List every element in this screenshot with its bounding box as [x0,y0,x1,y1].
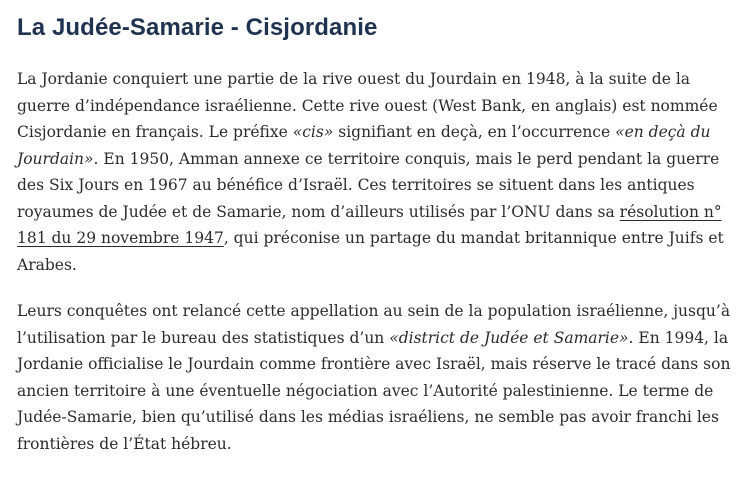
emphasis-district: «district de Judée et Samarie» [389,328,629,347]
paragraph-1-text-1: La Jordanie conquiert une partie de la rive ouest du Jourdain en 1948, à la suite de la guerre d’indépendance israélienne. Cette rive ouest (West Bank, en anglais) est nommée Cisjordanie en français. Le préfixe [17,70,718,141]
emphasis-en-deca: «en deçà du Jourdain» [17,123,711,168]
paragraph-2-text-2: . En 1994, la Jordanie officialise le Jourdain comme frontière avec Israël, mais réserve le tracé dans son ancien territoire à une éventuelle négociation avec l’Autorité palestinienne. Le terme de Judée-Samarie, bien qu’utilisé dans les médias israéliens, ne semble pas avoir franchi les frontières de l’État hébreu. [17,328,731,453]
paragraph-2 [17,298,739,457]
paragraph-1-text-2: signifiant en deçà, en l’occurrence [333,123,616,141]
paragraph-1-text-3: . En 1950, Amman annexe ce territoire conquis, mais le perd pendant la guerre des Six Jours en 1967 au bénéfice d’Israël. Ces territoires se situent dans les antiques royaumes de Judée et de Samarie, nom d’ailleurs utilisés par l’ONU dans sa [17,149,720,221]
article [17,12,739,477]
article-title: La Judée-Samarie - Cisjordanie [17,14,378,41]
paragraph-2-text-1: Leurs conquêtes ont relancé cette appellation au sein de la population israélienne, jusqu’à l’utilisation par le bureau des statistiques d’un [17,302,731,347]
resolution-181-link[interactable]: résolution n° 181 du 29 novembre 1947 [17,202,722,247]
emphasis-cis: «cis» [292,123,334,141]
paragraph-1 [17,66,739,278]
paragraph-1-text-4: , qui préconise un partage du mandat britannique entre Juifs et Arabes. [17,229,724,274]
